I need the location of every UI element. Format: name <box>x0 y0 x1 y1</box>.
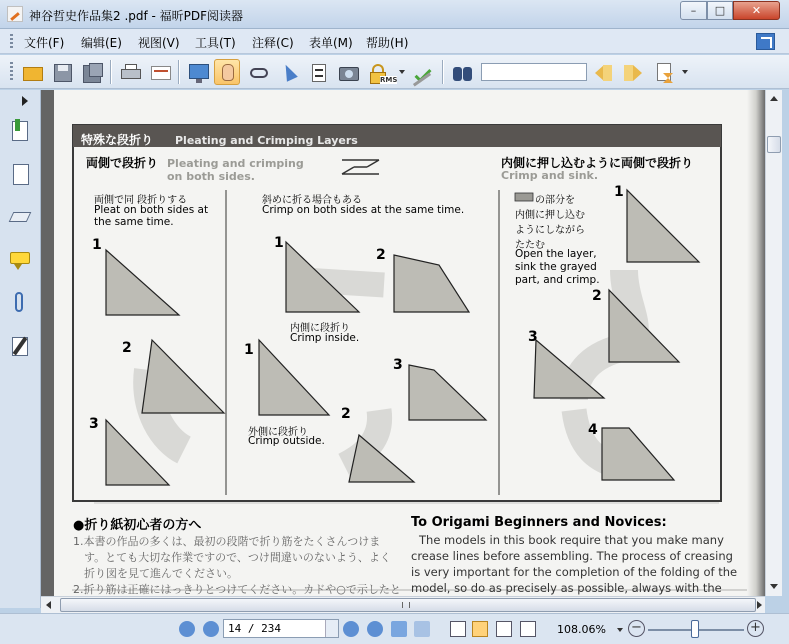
pages-icon[interactable] <box>9 162 33 188</box>
navigation-panel <box>0 90 41 608</box>
continuous-facing-icon[interactable] <box>520 621 536 637</box>
panel3-caption-jp-4: たたむ <box>515 240 545 251</box>
expand-panel-icon[interactable] <box>22 96 28 106</box>
panel1-title-en: Pleating and crimping on both sides. <box>167 157 304 183</box>
beginners-heading-jp: ●折り紙初心者の方へ <box>73 518 202 533</box>
panel3-caption-en-3: part, and crimp. <box>515 274 600 286</box>
scroll-down-icon[interactable] <box>770 584 778 589</box>
step-number: 1 <box>92 237 102 253</box>
next-page-icon[interactable] <box>343 621 359 637</box>
step-number: 2 <box>341 406 351 422</box>
text-select-icon[interactable] <box>305 59 331 85</box>
page-shadow <box>747 90 765 596</box>
zoom-out-button[interactable]: − <box>628 620 645 637</box>
app-icon <box>7 6 23 22</box>
panel3-title-en: Crimp and sink. <box>501 169 599 182</box>
layers-icon[interactable] <box>9 204 33 230</box>
vertical-scrollbar[interactable] <box>765 90 782 596</box>
en-line: is very important for the completion of the folding of the <box>411 565 738 579</box>
status-navigation-bar <box>0 613 789 644</box>
panel3-caption-jp-1: の部分を <box>535 195 575 206</box>
panel1-caption-en: Pleat on both sides at the same time. <box>94 204 209 228</box>
menu-help[interactable]: 帮助(H) <box>366 36 409 50</box>
step-number: 2 <box>592 288 602 304</box>
facing-page-icon[interactable] <box>496 621 512 637</box>
panel2-caption-en: Crimp on both sides at the same time. <box>262 204 465 216</box>
save-as-icon[interactable] <box>79 59 105 85</box>
window-title: 神谷哲史作品集2 .pdf - 福昕PDF阅读器 <box>29 9 244 23</box>
select-pointer-icon[interactable] <box>274 59 300 85</box>
diagram-shape <box>609 290 679 362</box>
diagram-shape <box>602 428 674 480</box>
save-icon[interactable] <box>49 59 75 85</box>
diagram-shape <box>106 250 179 315</box>
crimp-inside-jp: 内側に段折り <box>290 323 350 334</box>
sign-check-icon[interactable] <box>409 59 435 85</box>
jp-line: す。とても大切な作業ですので、つけ間違いのないよう、よく <box>84 551 391 564</box>
attachments-icon[interactable] <box>9 290 33 316</box>
maximize-button[interactable]: □ <box>707 1 733 20</box>
comments-icon[interactable] <box>9 248 33 274</box>
diagram-shape <box>394 255 469 312</box>
binoculars-search-icon[interactable] <box>449 59 475 85</box>
signatures-icon[interactable] <box>9 334 33 360</box>
page-dropdown-icon[interactable] <box>325 620 338 637</box>
step-number: 4 <box>588 422 598 438</box>
close-button[interactable]: ✕ <box>733 1 780 20</box>
search-input[interactable] <box>481 63 587 81</box>
diagram-shape <box>409 365 486 420</box>
jp-line: 2.折り筋は正確にはっきりとつけてください。カドや○で示したと <box>73 583 401 596</box>
scroll-right-icon[interactable] <box>757 601 762 609</box>
vertical-scroll-thumb[interactable] <box>767 136 781 153</box>
zoom-tool-icon[interactable] <box>245 59 271 85</box>
previous-page-icon[interactable] <box>203 621 219 637</box>
beginners-body-jp <box>73 534 401 596</box>
en-line: The models in this book require that you make many <box>419 533 724 547</box>
properties-icon[interactable] <box>147 59 173 85</box>
hand-tool-icon[interactable] <box>214 59 240 85</box>
gray-legend-swatch <box>515 193 533 201</box>
step-number: 1 <box>614 184 624 200</box>
step-number: 3 <box>528 329 538 345</box>
zoom-in-button[interactable]: + <box>747 620 764 637</box>
panel3-caption-en-2: sink the grayed <box>515 261 597 273</box>
crimp-outside-jp: 外側に段折り <box>248 427 308 438</box>
panel3-caption-jp-2: 内側に押し込む <box>515 210 585 221</box>
menu-edit[interactable]: 编辑(E) <box>81 36 122 50</box>
step-number: 1 <box>274 235 284 251</box>
fullscreen-icon[interactable] <box>185 59 211 85</box>
panel1-title-jp: 両側で段折り <box>86 156 159 170</box>
find-next-icon[interactable] <box>620 59 646 85</box>
panel3-caption-jp-3: ようにしながら <box>515 225 585 236</box>
menu-comment[interactable]: 注释(C) <box>252 36 294 50</box>
menu-file[interactable]: 文件(F) <box>24 36 65 50</box>
en-line: crease lines before assembling. The process of creasing <box>411 549 733 563</box>
bookmarks-icon[interactable] <box>9 119 33 145</box>
horizontal-scroll-thumb[interactable] <box>60 598 756 612</box>
go-forward-icon[interactable] <box>414 621 430 637</box>
rms-label: RMS <box>380 76 398 84</box>
step-number: 2 <box>376 247 386 263</box>
find-previous-icon[interactable] <box>590 59 616 85</box>
rms-lock-icon[interactable] <box>366 59 396 85</box>
panel2-caption-jp: 斜めに折る場合もある <box>262 195 362 206</box>
jp-line: 1.本書の作品の多くは、最初の段階で折り筋をたくさんつけま <box>73 535 381 548</box>
horizontal-scrollbar[interactable] <box>41 596 765 613</box>
section-title-jp: 特殊な段折り <box>81 133 154 147</box>
step-number: 3 <box>89 416 99 432</box>
rms-dropdown-icon[interactable] <box>399 70 405 74</box>
diagram-shape <box>259 340 329 415</box>
crimp-outside-en: Crimp outside. <box>248 435 325 447</box>
minimize-button[interactable]: – <box>680 1 707 20</box>
find-options-icon[interactable] <box>651 59 677 85</box>
single-page-icon[interactable] <box>450 621 466 637</box>
page-number-field[interactable] <box>223 619 339 638</box>
open-folder-icon[interactable] <box>19 59 45 85</box>
first-page-icon[interactable] <box>179 621 195 637</box>
menu-grip[interactable] <box>10 34 13 49</box>
pdf-page <box>54 90 756 596</box>
step-number: 1 <box>244 342 254 358</box>
menu-form[interactable]: 表单(M) <box>309 36 353 50</box>
zoom-slider-thumb[interactable] <box>691 620 699 638</box>
scroll-left-icon[interactable] <box>46 601 51 609</box>
crimp-inside-en: Crimp inside. <box>290 332 360 344</box>
find-options-dropdown-icon[interactable] <box>682 70 688 74</box>
section-title-en: Pleating and Crimping Layers <box>175 134 358 147</box>
zoom-dropdown-icon[interactable] <box>617 628 623 632</box>
beginners-heading-en: To Origami Beginners and Novices: <box>411 515 667 530</box>
step-number: 3 <box>393 357 403 373</box>
page-number-value: 14 / 234 <box>228 622 281 635</box>
menu-view[interactable]: 视图(V) <box>138 36 180 50</box>
en-line: model, so do as precisely as possible, always with the <box>411 581 722 595</box>
go-back-icon[interactable] <box>391 621 407 637</box>
menu-tools[interactable]: 工具(T) <box>195 36 236 50</box>
panel3-caption-en-1: Open the layer, <box>515 248 597 260</box>
panel1-caption-jp: 両側で同 段折りする <box>94 195 188 206</box>
toolbar <box>0 55 789 89</box>
continuous-page-icon[interactable] <box>472 621 488 637</box>
float-window-button[interactable] <box>756 33 775 50</box>
document-view[interactable] <box>41 90 765 596</box>
print-icon[interactable] <box>117 59 143 85</box>
beginners-body-en <box>411 532 737 596</box>
toolbar-grip[interactable] <box>10 62 13 82</box>
jp-line: 折り図を見て進んでください。 <box>84 567 238 580</box>
menu-bar <box>0 29 789 54</box>
zoom-value[interactable]: 108.06% <box>557 623 606 636</box>
step-number: 2 <box>122 340 132 356</box>
diagram-shape <box>627 190 699 262</box>
panel3-title-jp: 内側に押し込むように両側で段折り <box>501 156 694 170</box>
last-page-icon[interactable] <box>367 621 383 637</box>
snapshot-icon[interactable] <box>335 59 361 85</box>
diagram-shape <box>142 340 224 413</box>
title-bar <box>0 0 789 29</box>
scroll-up-icon[interactable] <box>770 96 778 101</box>
